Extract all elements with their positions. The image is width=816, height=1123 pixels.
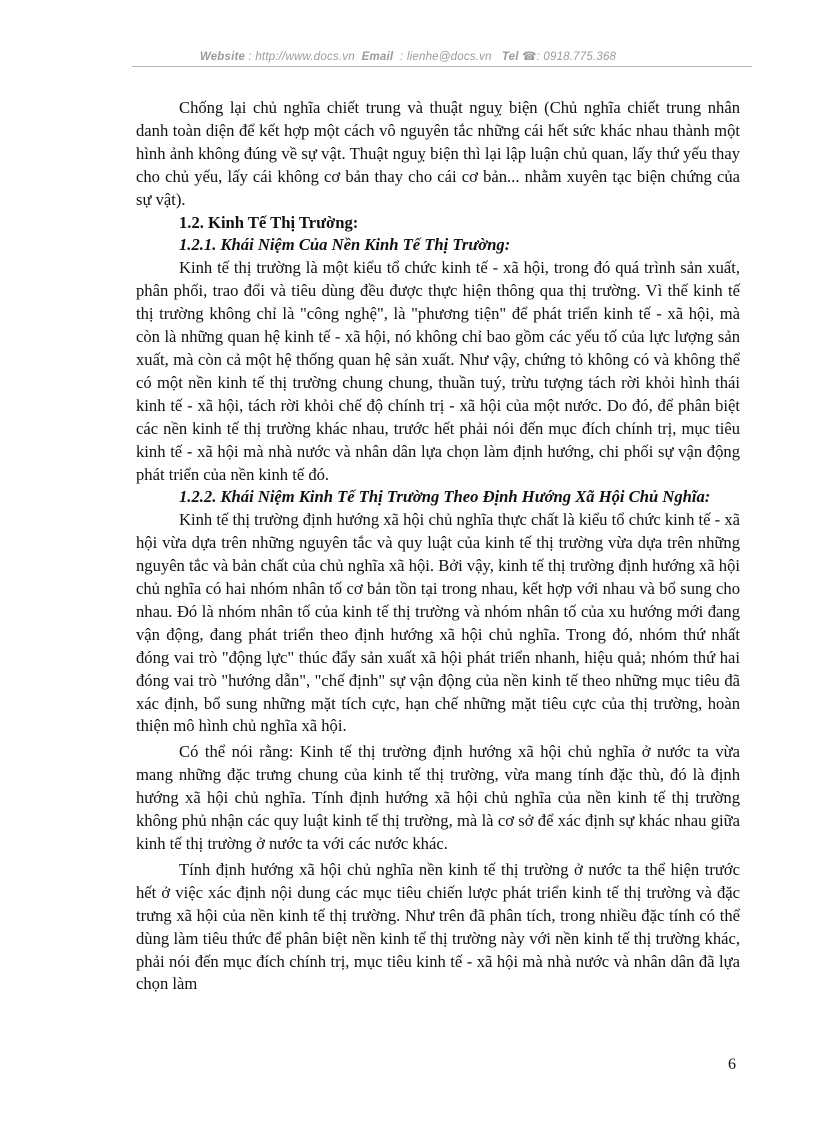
section-1-2-1-paragraph: Kinh tế thị trường là một kiểu tổ chức kinh tế - xã hội, trong đó quá trình sản xuất, phân phối, trao đổi và tiêu dùng đều được thực hiện thông qua thị trường. Vì thế kinh tế thị trường không chỉ là "công nghệ", là "phương tiện" để phát triển kinh tế - xã hội, mà còn là những quan hệ kinh tế - xã hội, nó không chỉ bao gồm các yếu tố của lực lượng sản xuất, mà còn cả một hệ thống quan hệ sản xuất. Như vậy, chứng tỏ không có và không thể có một nền kinh tế thị trường chung chung, thuần tuý, trừu tượng tách rời khỏi hình thái kinh tế - xã hội, tách rời khỏi chế độ chính trị - xã hội của một nước. Do đó, để phân biệt các nền kinh tế thị trường khác nhau, trước hết phải nói đến mục đích chính trị, mục tiêu kinh tế - xã hội mà nhà nước và nhân dân lựa chọn làm định hướng, chi phối sự vận động phát triển của nền kinh tế đó. [136, 258, 740, 484]
tel-label: Tel [501, 51, 519, 63]
website-label: Website [199, 51, 246, 63]
section-1-2-heading: 1.2. Kinh Tế Thị Trường: [179, 212, 359, 232]
email-label: Email [361, 51, 394, 63]
tel-value: ☎: 0918.775.368 [522, 51, 617, 63]
page-header [0, 49, 816, 63]
section-1-2-2-heading: 1.2.2. Khái Niệm Kinh Tế Thị Trường Theo Định Hướng Xã Hội Chủ Nghĩa: [179, 487, 711, 507]
section-1-2-2-paragraph-2: Có thể nói rằng: Kinh tế thị trường định hướng xã hội chủ nghĩa ở nước ta vừa mang những đặc trưng chung của kinh tế thị trường, vừa mang tính đặc thù, đó là định hướng xã hội chủ nghĩa. Tính định hướng xã hội chủ nghĩa của nền kinh tế thị trường không phủ nhận các quy luật kinh tế thị trường, mà là cơ sở để xác định sự khác nhau giữa kinh tế thị trường ở nước ta với các nước khác. [136, 742, 740, 853]
header-divider [132, 66, 752, 67]
email-value: : lienhe@docs.vn [400, 51, 492, 63]
intro-paragraph: Chống lại chủ nghĩa chiết trung và thuật nguỵ biện (Chủ nghĩa chiết trung nhân danh toàn diện để kết hợp một cách vô nguyên tắc những cái hết sức khác nhau thành một hình ảnh không đúng về sự vật. Thuật nguỵ biện thì lại lập luận chủ quan, lấy thứ yếu thay cho chủ yếu, lấy cái không cơ bản thay cho cái cơ bản... nhằm xuyên tạc biện chứng của sự vật). [136, 98, 740, 209]
section-1-2-1-heading: 1.2.1. Khái Niệm Của Nền Kinh Tế Thị Trường: [179, 235, 511, 255]
website-value: : http://www.docs.vn [248, 51, 355, 63]
page-number: 6 [728, 1056, 736, 1073]
section-1-2-2-paragraph-3: Tính định hướng xã hội chủ nghĩa nền kinh tế thị trường ở nước ta thể hiện trước hết ở việc xác định nội dung các mục tiêu chiến lược phát triển kinh tế thị trường và đặc trưng xã hội của nền kinh tế thị trường. Như trên đã phân tích, trong nhiều đặc tính có thể dùng làm tiêu thức để phân biệt nền kinh tế thị trường này với nền kinh tế thị trường khác, phải nói đến mục đích chính trị, mục tiêu kinh tế - xã hội mà nhà nước và nhân dân đã lựa chọn làm [136, 859, 740, 994]
document-body [136, 97, 740, 996]
section-1-2-2-paragraph-1: Kinh tế thị trường định hướng xã hội chủ nghĩa thực chất là kiểu tổ chức kinh tế - xã hội vừa dựa trên những nguyên tắc và quy luật của kinh tế thị trường vừa dựa trên những nguyên tắc và bản chất của chủ nghĩa xã hội. Bởi vậy, kinh tế thị trường định hướng xã hội chủ nghĩa có hai nhóm nhân tố cơ bản tồn tại trong nhau, kết hợp với nhau và bổ sung cho nhau. Đó là nhóm nhân tố của kinh tế thị trường và nhóm nhân tố của xu hướng mới đang vận động, đang phát triển theo định hướng xã hội chủ nghĩa. Trong đó, nhóm thứ nhất đóng vai trò "động lực" thúc đẩy sản xuất xã hội phát triển nhanh, hiệu quả; nhóm thứ hai đóng vai trò "hướng dẫn", "chế định" sự vận động của nền kinh tế theo những mục tiêu đã xác định, bổ sung những mặt tích cực, hạn chế những mặt tiêu cực của thị trường, hoàn thiện mô hình chủ nghĩa xã hội. [136, 510, 740, 736]
